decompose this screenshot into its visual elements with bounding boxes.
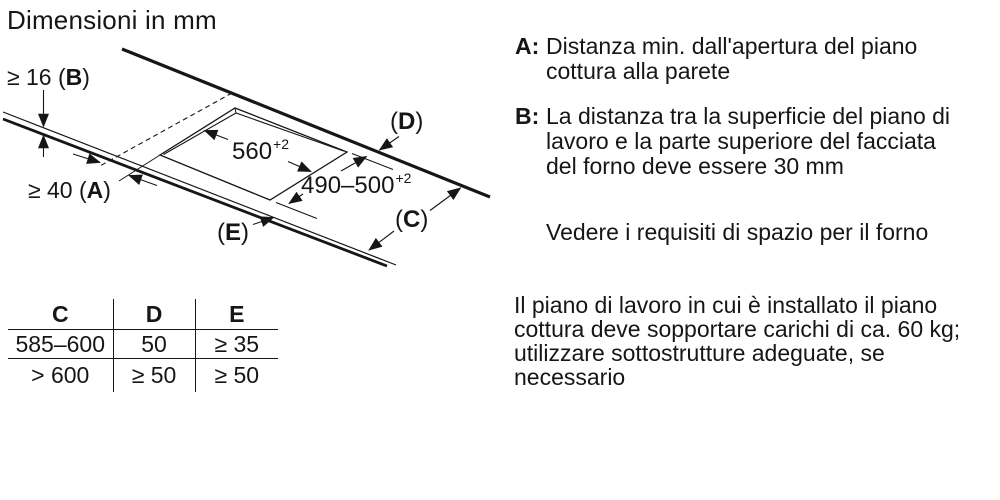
col-header-c: C [51, 300, 69, 327]
cell-c2: > 600 [8, 359, 113, 393]
cell-e2: ≥ 50 [195, 359, 278, 393]
cell-d1: 50 [113, 330, 195, 359]
note-item-a [515, 34, 917, 84]
note-b-text: La distanza tra la superficie del piano di lavoro e la parte superiore del facciata del forno deve essere 30 mm [546, 103, 951, 179]
page-title: Dimensioni in mm [7, 5, 217, 35]
cutout-width-label: $560^{+2}$ [232, 136, 290, 165]
dim-a-label: ≥ 40 (A) [28, 177, 111, 203]
dim-b-label: ≥ 16 (B) [7, 64, 90, 90]
wall-dashed-reference-line [99, 93, 232, 167]
note-item-b [515, 104, 950, 179]
dimension-table [8, 299, 278, 392]
cell-c1: 585–600 [8, 330, 113, 359]
col-header-e: E [195, 299, 278, 330]
col-header-d: D [113, 299, 195, 330]
label-d-arrow [380, 137, 400, 151]
note-a-label: A: [515, 33, 540, 59]
note-a-text: Distanza min. dall'apertura del piano cottura alla parete [546, 33, 918, 84]
table-row [8, 330, 278, 359]
oven-space-note: Vedere i requisiti di spazio per il forno [546, 219, 929, 245]
cell-d2: ≥ 50 [113, 359, 195, 393]
table-row [8, 359, 278, 393]
load-capacity-note: Il piano di lavoro in cui è installato il piano cottura deve sopportare carichi di ca. 60 kg; utilizzare sottostrutture adeguate, se necessario [514, 292, 961, 390]
cell-e1: ≥ 35 [195, 330, 278, 359]
dim-c-label: (C) [395, 206, 429, 233]
dim-d-label: (D) [390, 108, 424, 135]
table-header-row [8, 299, 278, 330]
dim-e-label: (E) [217, 219, 250, 246]
cutout-depth-label: $490-500^{+2}$ [301, 170, 412, 199]
note-b-label: B: [515, 103, 540, 129]
